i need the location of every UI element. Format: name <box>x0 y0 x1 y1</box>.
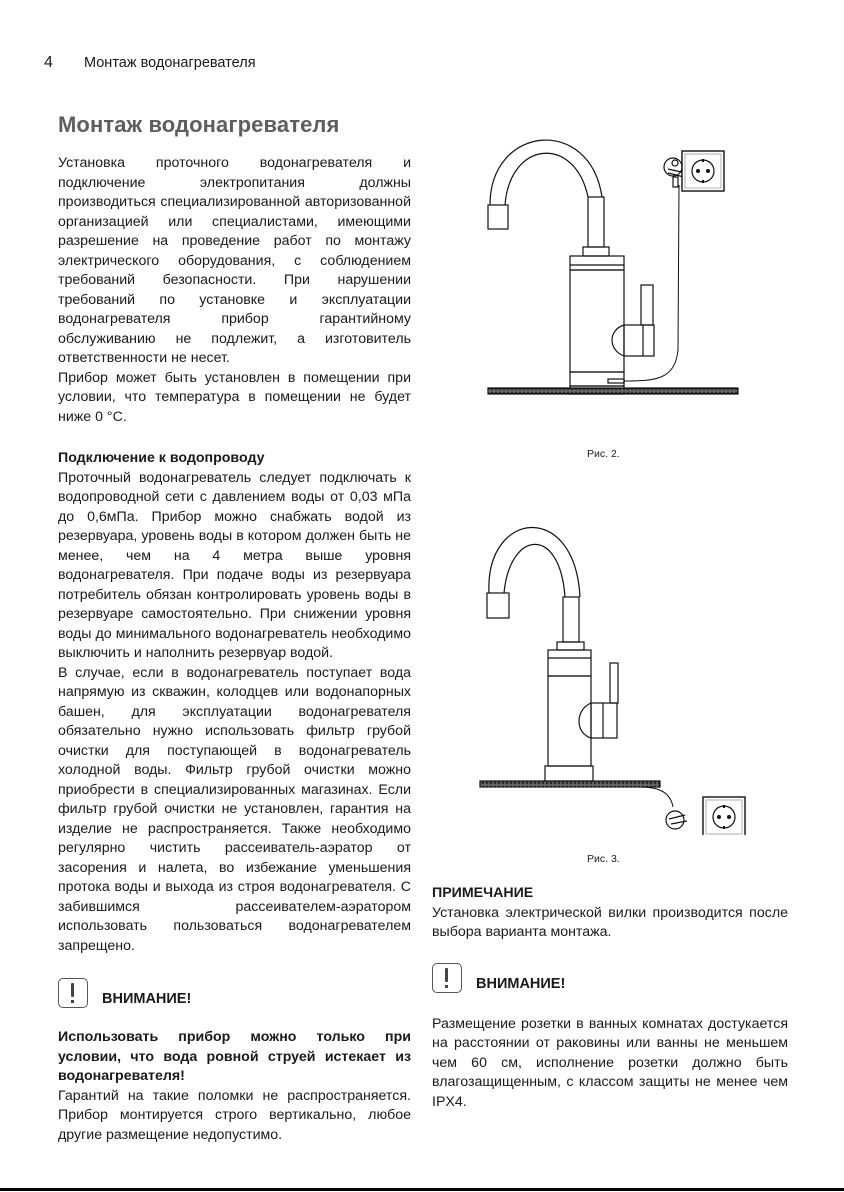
page-header <box>44 54 256 72</box>
warning-block <box>58 978 411 1008</box>
running-title: Монтаж водонагревателя <box>84 55 256 71</box>
note-heading: ПРИМЕЧАНИЕ <box>432 885 534 901</box>
intro-paragraph: Установка проточного водонагревателя и подключение электропитания должны производиться специализированной авторизованной организацией или специалистами, имеющими разрешение на проведение работ по монтажу электрического оборудования, с соблюдением требований безопасности. При нарушении требований по установке и эксплуатации водонагревателя прибор гарантийному обслуживанию не подлежит, а изготовитель ответственности не несет. <box>58 155 411 366</box>
warning-label: ВНИМАНИЕ! <box>476 975 566 992</box>
warning-text: Гарантий на такие поломки не распространяется. Прибор монтируется строго вертикально, любое другие размещение недопустимо. <box>58 1087 411 1143</box>
water-paragraph: Проточный водонагреватель следует подключать к водопроводной сети с давлением воды от 0,03 мПа до 0,6мПа. Прибор можно снабжать водой из резервуара, уровень воды в котором должен быть не менее, чем на 4 метра выше уровня водонагревателя. При подаче воды из резервуара потребитель обязан контролировать уровень воды в резервуаре самостоятельно. При снижении уровня воды до минимального водонагреватель необходимо выключить и наполнить резервуар водой. <box>58 469 411 661</box>
spacer <box>58 956 411 978</box>
spacer <box>58 1008 411 1028</box>
water-paragraph: В случае, если в водонагреватель поступает вода напрямую из скважин, колодцев или водонапорных башен, для эксплуатации водонагревателя обязательно нужно использовать фильтр грубой очистки для поступающей в водонагреватель холодной воды. Фильтр грубой очистки можно приобрести в специализированных магазинах. Если фильтр грубой очистки не установлен, гарантия на изделие не распространяется. Также необходимо регулярно чистить рассеиватель-аэратор от засорения и налета, во избежание уменьшения протока воды и выхода из строя водонагревателя. С забившимся рассеивателем-аэратором использовать пользоваться водонагревателем запрещено. <box>58 664 411 954</box>
warning-block-right <box>432 963 788 993</box>
figure-3-caption: Рис. 3. <box>587 853 620 865</box>
page-number: 4 <box>44 54 53 71</box>
warning-text: Размещение розетки в ванных комнатах достукается на расстоянии от раковины или ванны не меньшем чем 60 см, исполнение розетки должно быть влагозащищенным, с классом защиты не менее чем IPX4. <box>432 1015 788 1110</box>
spacer <box>432 993 788 1015</box>
note-text: Установка электрической вилки производится после выбора варианта монтажа. <box>432 904 788 940</box>
page-title: Монтаж водонагревателя <box>58 112 340 137</box>
section-heading-water: Подключение к водопроводу <box>58 450 265 466</box>
exclamation-box-icon <box>432 963 462 993</box>
bottom-rule <box>0 1188 844 1191</box>
figure-2-faucet-socket-above <box>480 125 740 410</box>
figure-2-caption: Рис. 2. <box>587 448 620 460</box>
spacer <box>432 943 788 963</box>
figure-3-faucet-socket-below <box>475 515 765 835</box>
spacer <box>58 427 411 449</box>
intro-paragraph: Прибор может быть установлен в помещении при условии, что температура в помещении не будет ниже 0 °С. <box>58 369 411 425</box>
left-column <box>58 154 411 1145</box>
right-column <box>432 884 788 1112</box>
warning-bold-text: Использовать прибор можно только при условии, что вода ровной струей истекает из водонагревателя! <box>58 1029 411 1084</box>
exclamation-box-icon <box>58 978 88 1008</box>
warning-label: ВНИМАНИЕ! <box>102 991 192 1007</box>
